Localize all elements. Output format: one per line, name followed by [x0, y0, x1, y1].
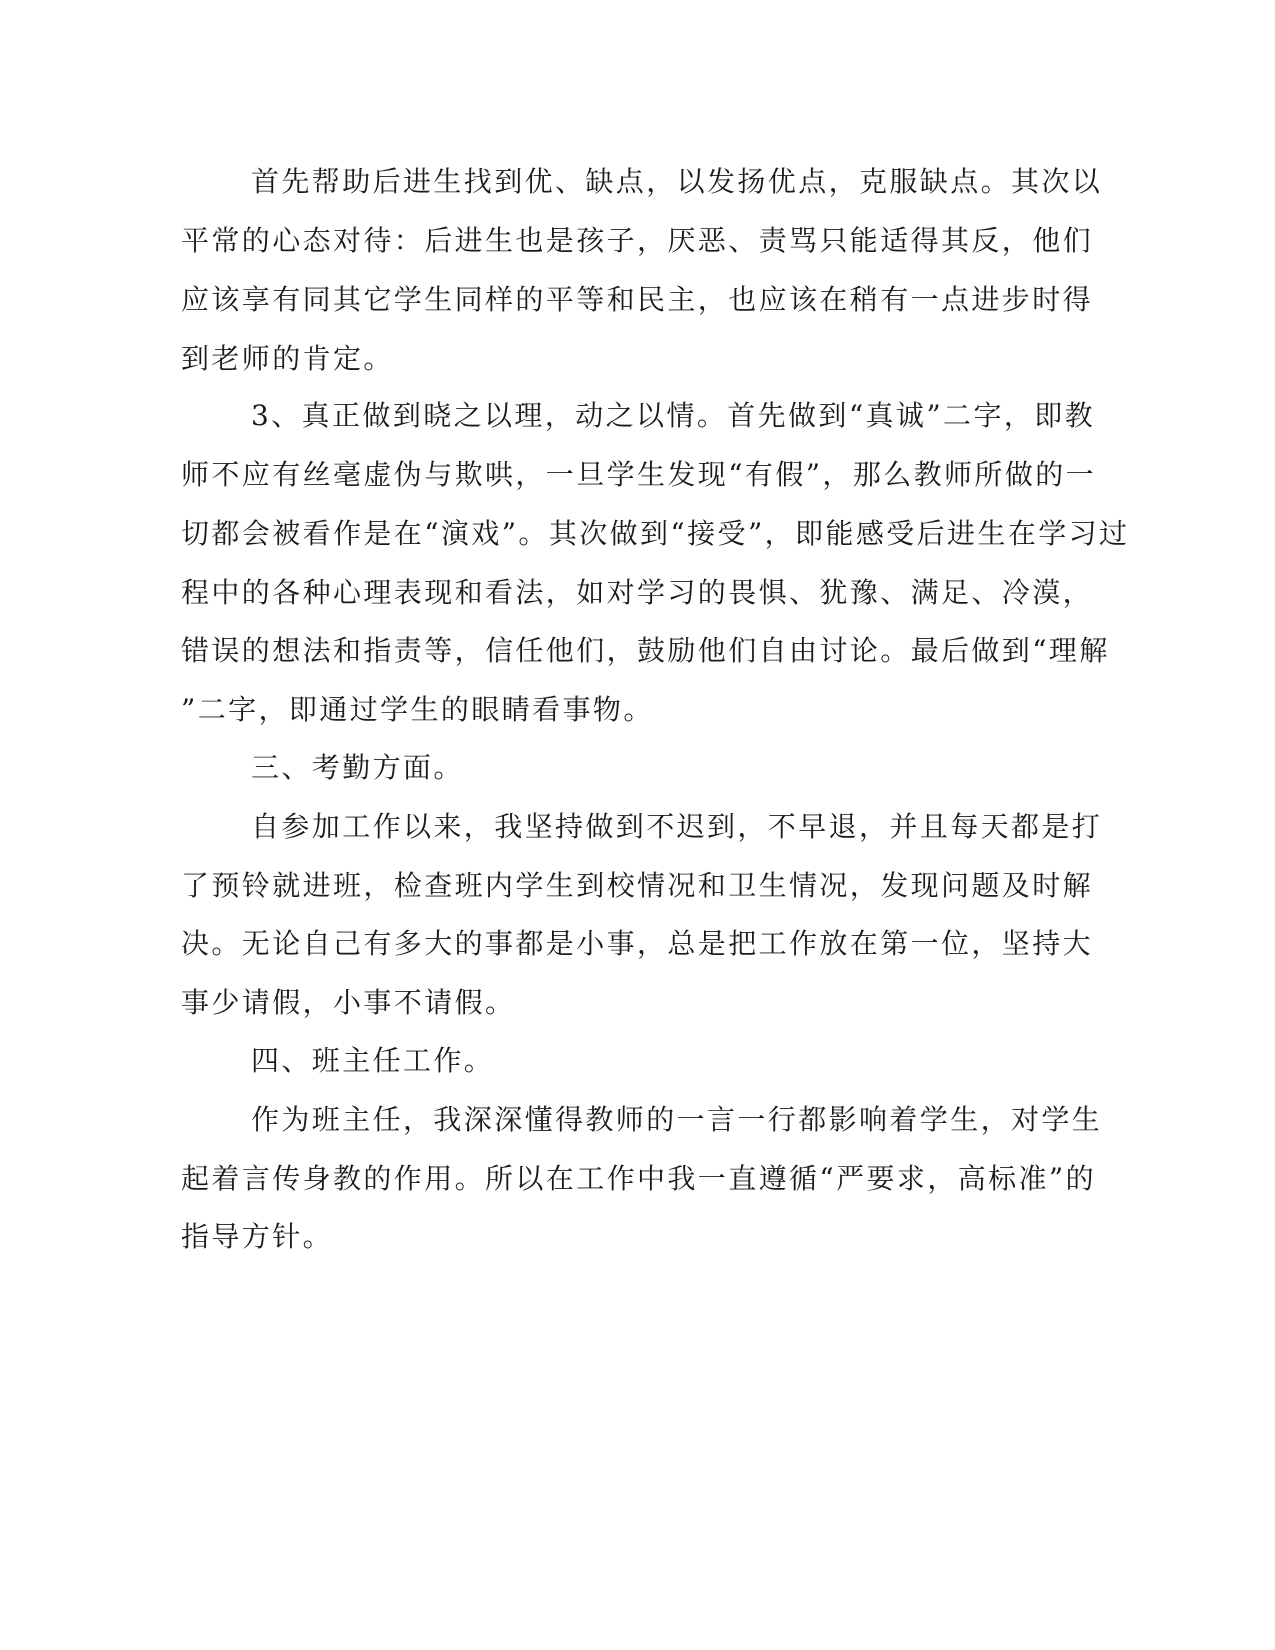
section-heading: 三、考勤方面。: [251, 751, 464, 784]
paragraph-line: 3、真正做到晓之以理，动之以情。首先做到“真诚”二字，即教: [251, 399, 1096, 432]
paragraph-line: 了预铃就进班，检查班内学生到校情况和卫生情况，发现问题及时解: [181, 869, 1094, 902]
paragraph-line: 应该享有同其它学生同样的平等和民主，也应该在稍有一点进步时得: [181, 283, 1094, 316]
paragraph-line: 师不应有丝毫虚伪与欺哄，一旦学生发现“有假”，那么教师所做的一: [181, 458, 1097, 491]
paragraph-line: 首先帮助后进生找到优、缺点，以发扬优点，克服缺点。其次以: [251, 165, 1103, 198]
section-heading: 四、班主任工作。: [251, 1044, 495, 1077]
paragraph-line: 指导方针。: [181, 1220, 334, 1253]
paragraph-line: 起着言传身教的作用。所以在工作中我一直遵循“严要求，高标准”的: [181, 1162, 1097, 1195]
paragraph-line: 事少请假，小事不请假。: [181, 986, 516, 1019]
paragraph-line: 错误的想法和指责等，信任他们，鼓励他们自由讨论。最后做到“理解: [181, 634, 1110, 667]
paragraph-line: 到老师的肯定。: [181, 342, 394, 375]
paragraph-line: 作为班主任，我深深懂得教师的一言一行都影响着学生，对学生: [251, 1103, 1103, 1136]
paragraph-line: 平常的心态对待：后进生也是孩子，厌恶、责骂只能适得其反，他们: [181, 224, 1094, 257]
paragraph-line: 决。无论自己有多大的事都是小事，总是把工作放在第一位，坚持大: [181, 927, 1094, 960]
paragraph-line: 自参加工作以来，我坚持做到不迟到，不早退，并且每天都是打: [251, 810, 1103, 843]
paragraph-line: ”二字，即通过学生的眼睛看事物。: [181, 693, 654, 726]
paragraph-line: 切都会被看作是在“演戏”。其次做到“接受”，即能感受后进生在学习过: [181, 517, 1130, 550]
paragraph-line: 程中的各种心理表现和看法，如对学习的畏惧、犹豫、满足、冷漠，: [181, 576, 1094, 609]
